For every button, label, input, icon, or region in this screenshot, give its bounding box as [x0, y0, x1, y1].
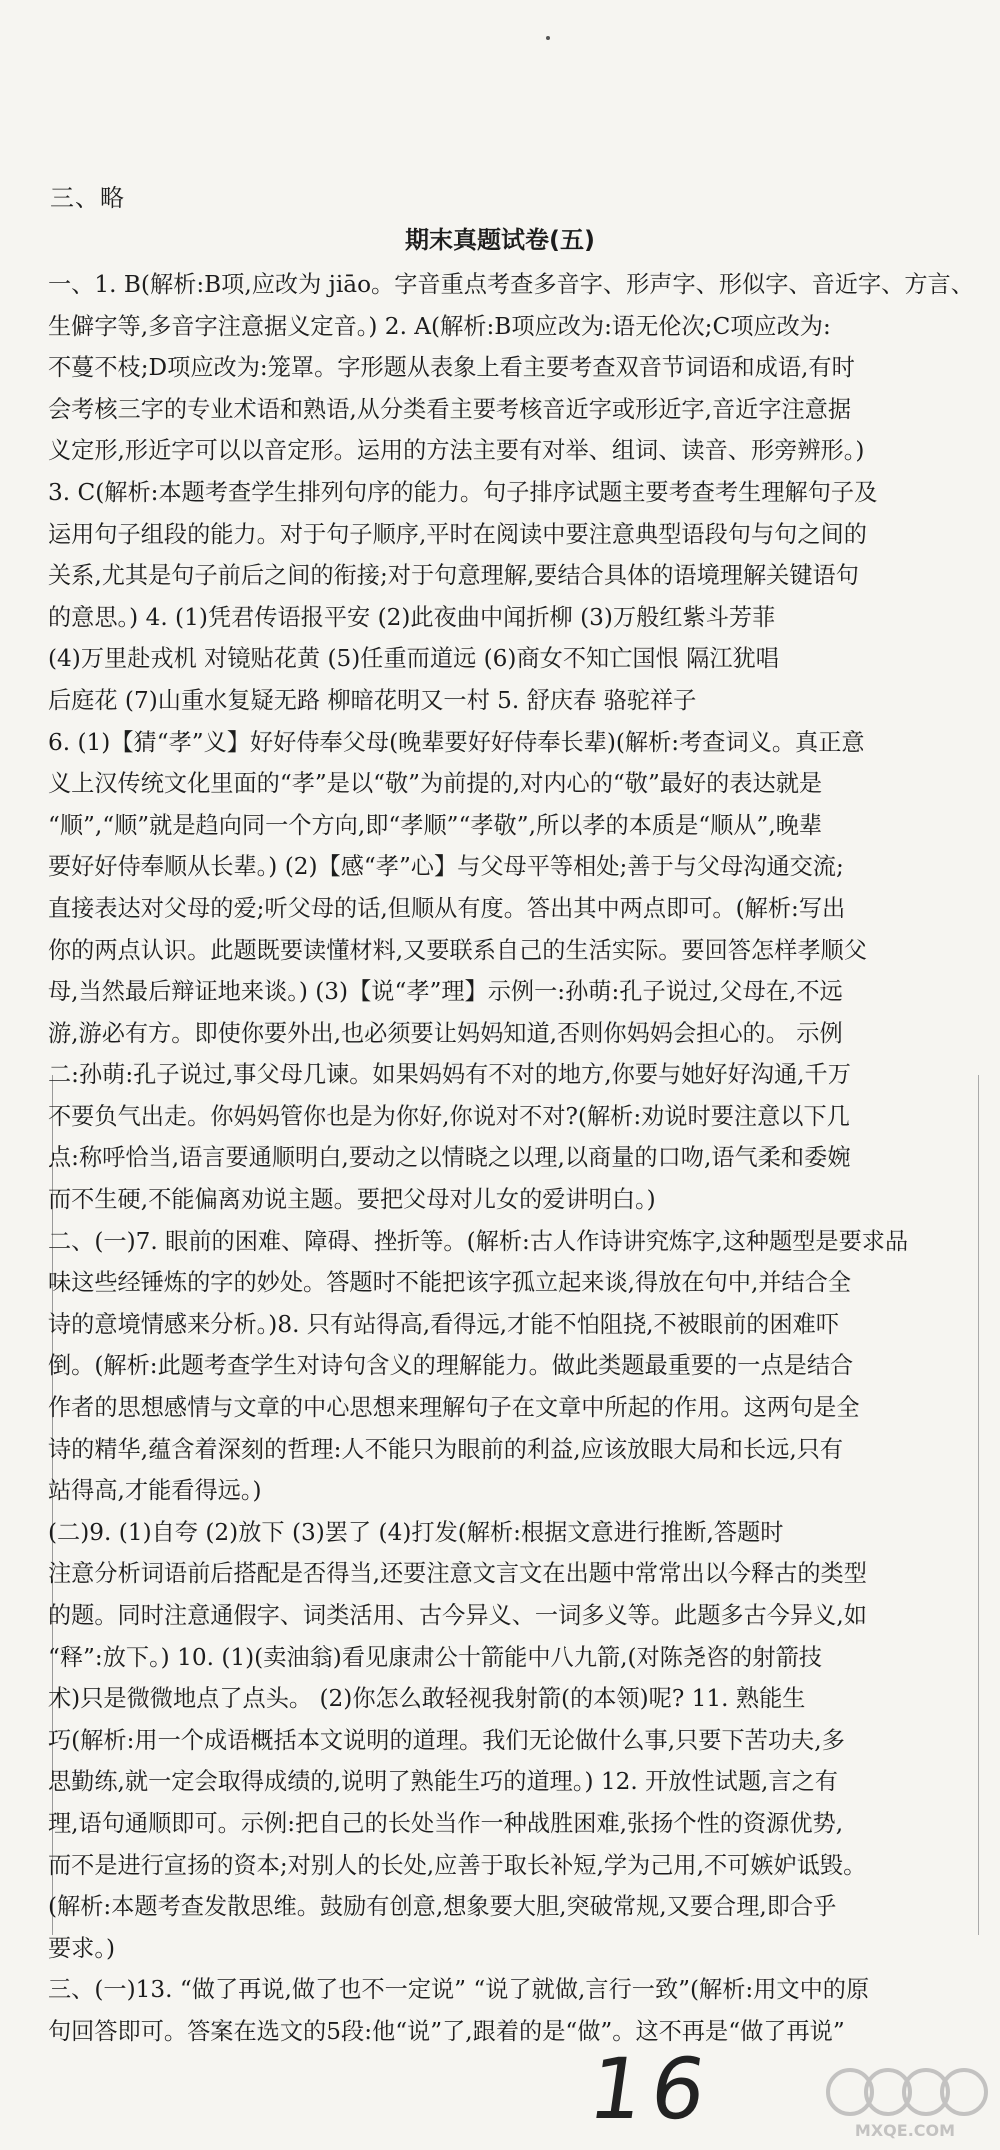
- text-line: 关系,尤其是句子前后之间的衔接;对于句意理解,要结合具体的语境理解关键语句: [48, 562, 859, 590]
- text-line: 6. (1)【猜“孝”义】好好侍奉父母(晚辈要好好侍奉长辈)(解析:考查词义。真正意: [48, 728, 865, 756]
- text-line: 要好好侍奉顺从长辈。) (2)【感“孝”心】与父母平等相处;善于与父母沟通交流;: [48, 853, 844, 881]
- text-line: 会考核三字的专业术语和熟语,从分类看主要考核音近字或形近字,音近字注意据: [48, 395, 852, 423]
- text-line: 3. C(解析:本题考查学生排列句序的能力。句子排序试题主要考查考生理解句子及: [48, 478, 878, 506]
- text-line: 味这些经锤炼的字的妙处。答题时不能把该字孤立起来谈,得放在句中,并结合全: [48, 1269, 852, 1297]
- watermark-logo: [820, 2060, 990, 2140]
- text-line: 游,游必有方。即使你要外出,也必须要让妈妈知道,否则你妈妈会担心的。 示例: [48, 1019, 843, 1047]
- text-line: 的意思。) 4. (1)凭君传语报平安 (2)此夜曲中闻折柳 (3)万般红紫斗芳菲: [48, 603, 776, 631]
- text-line: 二、(一)7. 眼前的困难、障碍、挫折等。(解析:古人作诗讲究炼字,这种题型是要求品: [48, 1227, 909, 1255]
- text-line: 要求。): [48, 1934, 116, 1962]
- text-line: 而不生硬,不能偏离劝说主题。要把父母对儿女的爱讲明白。): [48, 1186, 656, 1214]
- text-line: (二)9. (1)自夸 (2)放下 (3)罢了 (4)打发(解析:根据文意进行推断,答题时: [48, 1518, 784, 1546]
- text-line: 义上汉传统文化里面的“孝”是以“敬”为前提的,对内心的“敬”最好的表达就是: [48, 770, 823, 798]
- text-line: 的题。同时注意通假字、词类活用、古今异义、一词多义等。此题多古今异义,如: [48, 1602, 867, 1629]
- margin-rule-right: [978, 1075, 979, 1935]
- text-line: 生僻字等,多音字注意据义定音。) 2. A(解析:B项应改为:语无伦次;C项应改为:: [48, 312, 831, 340]
- answer-block-4: [48, 1512, 976, 1970]
- text-line: “顺”,“顺”就是趋向同一个方向,即“孝顺”“孝敬”,所以孝的本质是“顺从”,晚辈: [48, 811, 823, 839]
- text-line: 站得高,才能看得远。): [48, 1477, 262, 1505]
- scan-speck: [546, 36, 550, 40]
- answer-block-3: [48, 1221, 976, 1512]
- text-line: 倒。(解析:此题考查学生对诗句含义的理解能力。做此类题最重要的一点是结合: [48, 1352, 854, 1380]
- text-line: 点:称呼恰当,语言要通顺明白,要动之以情晓之以理,以商量的口吻,语气柔和委婉: [48, 1144, 851, 1172]
- text-line: 你的两点认识。此题既要读懂材料,又要联系自己的生活实际。要回答怎样孝顺父: [48, 936, 867, 964]
- text-line: 不要负气出走。你妈妈管你也是为你好,你说对不对?(解析:劝说时要注意以下几: [48, 1102, 850, 1130]
- text-line: (解析:本题考查发散思维。鼓励有创意,想象要大胆,突破常规,又要合理,即合乎: [48, 1893, 837, 1921]
- answer-block-2: [48, 722, 976, 1221]
- text-line: 而不是进行宣扬的资本;对别人的长处,应善于取长补短,学为己用,不可嫉妒诋毁。: [48, 1851, 867, 1879]
- watermark-text: MXQE.COM: [854, 2121, 956, 2140]
- answer-block-1: [48, 264, 976, 722]
- section-tag: 三、略: [50, 184, 125, 212]
- handwritten-page-number: 16: [583, 2040, 720, 2138]
- text-line: 句回答即可。答案在选文的5段:他“说”了,跟着的是“做”。这不再是“做了再说”: [48, 2017, 845, 2045]
- text-line: 一、1. B(解析:B项,应改为 jiāo。字音重点考查多音字、形声字、形似字、音近字、方言、: [48, 271, 974, 298]
- text-line: 二:孙萌:孔子说过,事父母几谏。如果妈妈有不对的地方,你要与她好好沟通,千万: [48, 1061, 851, 1089]
- text-line: 术)只是微微地点了点头。 (2)你怎么敢轻视我射箭(的本领)呢? 11. 熟能生: [48, 1685, 806, 1713]
- answer-body: [48, 264, 976, 2053]
- text-line: 不蔓不枝;D项应改为:笼罩。字形题从表象上看主要考查双音节词语和成语,有时: [48, 354, 855, 382]
- text-line: 义定形,形近字可以以音定形。运用的方法主要有对举、组词、读音、形旁辨形。): [48, 437, 865, 465]
- text-line: 三、(一)13. “做了再说,做了也不一定说” “说了就做,言行一致”(解析:用文中的原: [48, 1976, 870, 2004]
- answer-block-5: [48, 1969, 976, 2052]
- text-line: “释”:放下。) 10. (1)(卖油翁)看见康肃公十箭能中八九箭,(对陈尧咨的射箭技: [48, 1643, 822, 1671]
- text-line: 诗的意境情感来分析。)8. 只有站得高,看得远,才能不怕阻挠,不被眼前的困难吓: [48, 1310, 840, 1338]
- text-line: 直接表达对父母的爱;听父母的话,但顺从有度。答出其中两点即可。(解析:写出: [48, 894, 846, 922]
- text-line: 运用句子组段的能力。对于句子顺序,平时在阅读中要注意典型语段句与句之间的: [48, 520, 867, 548]
- text-line: (4)万里赴戎机 对镜贴花黄 (5)任重而道远 (6)商女不知亡国恨 隔江犹唱: [48, 645, 779, 673]
- page-title: 期末真题试卷(五): [405, 226, 595, 254]
- text-line: 理,语句通顺即可。示例:把自己的长处当作一种战胜困难,张扬个性的资源优势,: [48, 1809, 844, 1837]
- text-line: 后庭花 (7)山重水复疑无路 柳暗花明又一村 5. 舒庆春 骆驼祥子: [48, 686, 697, 714]
- text-line: 母,当然最后辩证地来谈。) (3)【说“孝”理】示例一:孙萌:孔子说过,父母在,不远: [48, 978, 843, 1006]
- text-line: 注意分析词语前后搭配是否得当,还要注意文言文在出题中常常出以今释古的类型: [48, 1560, 867, 1588]
- text-line: 诗的精华,蕴含着深刻的哲理:人不能只为眼前的利益,应该放眼大局和长远,只有: [48, 1435, 844, 1463]
- text-line: 作者的思想感情与文章的中心思想来理解句子在文章中所起的作用。这两句是全: [48, 1394, 860, 1422]
- text-line: 思勤练,就一定会取得成绩的,说明了熟能生巧的道理。) 12. 开放性试题,言之有: [48, 1768, 838, 1796]
- text-line: 巧(解析:用一个成语概括本文说明的道理。我们无论做什么事,只要下苦功夫,多: [48, 1726, 845, 1754]
